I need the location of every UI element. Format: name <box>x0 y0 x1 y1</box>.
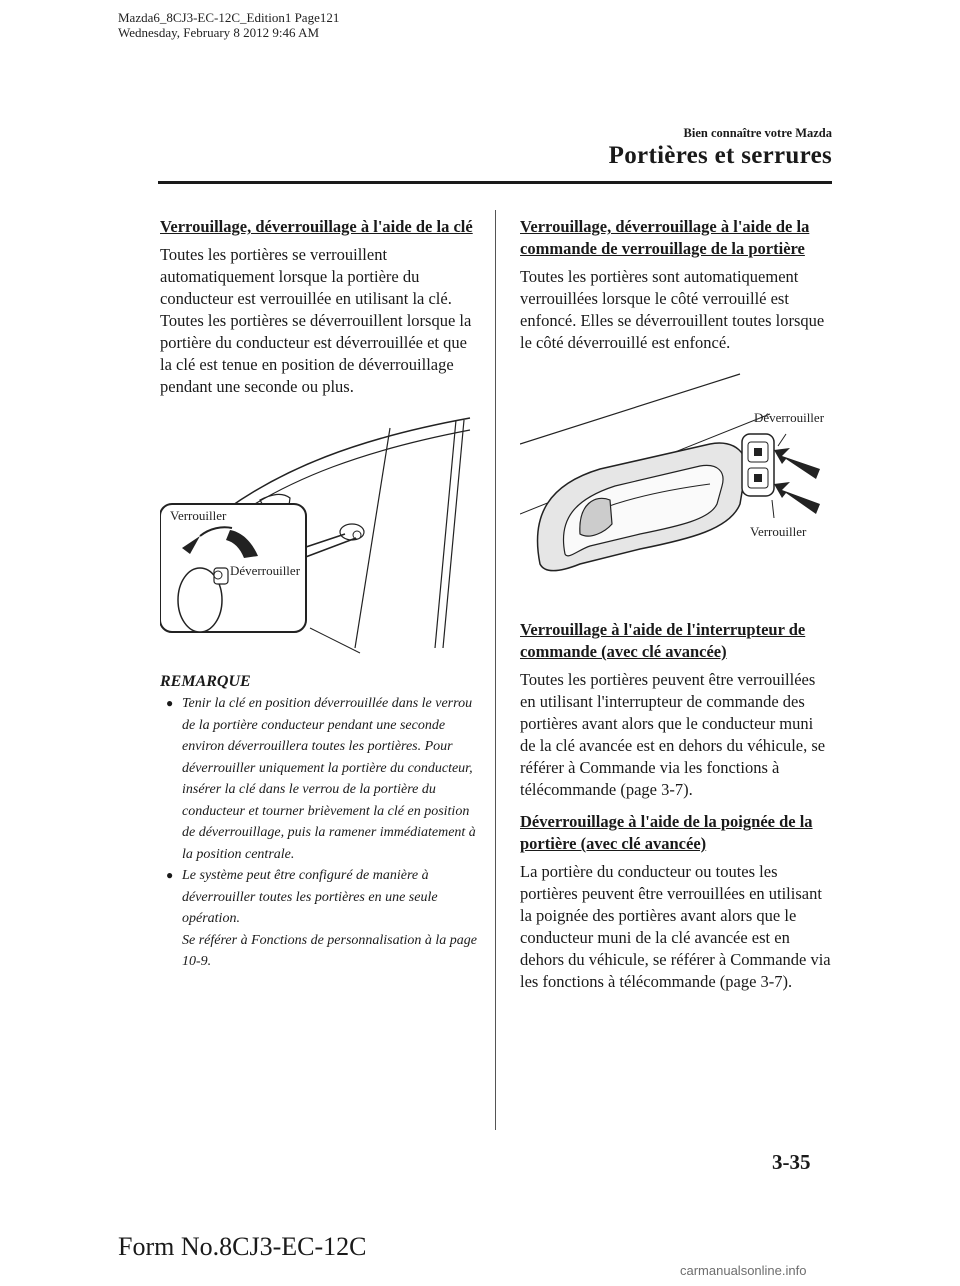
unlock-symbol-icon <box>754 448 762 456</box>
figure-lock-switch <box>520 364 832 609</box>
label-deverrouiller: Déverrouiller <box>230 563 301 578</box>
right-column <box>520 216 832 1003</box>
note-item: ● Tenir la clé en position déverrouillée dans le verrou de la portière conducteur pendant une seconde environ déverrouillera toutes les portières. Pour déverrouiller uniquement la portière du conducteur, insérer la clé dans le verrou de la portière du conducteur et tourner brièvement la clé en position de déverrouillage, puis la ramener immédiatement à la position centrale. <box>160 693 478 865</box>
paragraph-command-switch: Toutes les portières peuvent être verrouillées en utilisant l'interrupteur de commande des portières avant alors que le conducteur muni de la clé avancée est en dehors du véhicule, se référer à Commande via les fonctions à télécommande (page 3-7). <box>520 670 826 799</box>
heading-key-lock: Verrouillage, déverrouillage à l'aide de la clé <box>160 217 473 236</box>
section-label: Bien connaître votre Mazda <box>683 126 832 140</box>
bullet-icon: ● <box>166 696 174 710</box>
meta-line-1: Mazda6_8CJ3-EC-12C_Edition1 Page121 <box>118 10 340 25</box>
watermark: carmanualsonline.info <box>680 1263 807 1278</box>
paragraph-lock-switch: Toutes les portières sont automatiquement verrouillées lorsque le côté verrouillé est enfoncé. Elles se déverrouillent toutes lorsque le côté déverrouillé est enfoncé. <box>520 267 825 352</box>
section-title: Portières et serrures <box>608 142 832 169</box>
heading-lock-switch: Verrouillage, déverrouillage à l'aide de la commande de verrouillage de la portière <box>520 217 810 258</box>
lock-symbol-icon <box>754 474 762 482</box>
form-number: Form No.8CJ3-EC-12C <box>118 1232 367 1261</box>
paragraph-door-handle: La portière du conducteur ou toutes les portières peuvent être verrouillées en utilisant la poignée des portières avant alors que le conducteur muni de la clé avancée est en dehors du véhicule, se référer à Commande via les fonctions à télécommande (page 3-7). <box>520 862 831 991</box>
note-list <box>160 693 478 973</box>
figure-key-lock <box>160 408 478 663</box>
paragraph-key-lock: Toutes les portières se verrouillent automatiquement lorsque la portière du conducteur est verrouillée en utilisant la clé. <box>160 245 452 308</box>
meta-line-2: Wednesday, February 8 2012 9:46 AM <box>118 25 320 40</box>
document-meta <box>118 10 339 40</box>
heading-command-switch: Verrouillage à l'aide de l'interrupteur de commande (avec clé avancée) <box>520 620 806 661</box>
note-title: REMARQUE <box>160 673 251 690</box>
bullet-icon: ● <box>166 868 174 882</box>
paragraph-key-unlock: Toutes les portières se déverrouillent lorsque la portière du conducteur est déverrouillée et que la clé est tenue en position de déverrouillage pendant une seconde ou plus. <box>160 311 472 396</box>
label-verrouiller: Verrouiller <box>170 508 227 523</box>
column-divider <box>495 210 496 1130</box>
arrow-icon <box>774 482 820 514</box>
page-number: 3-35 <box>772 1150 811 1174</box>
arrow-icon <box>774 448 820 479</box>
key-door-illustration <box>160 408 472 658</box>
label-deverrouiller: Déverrouiller <box>754 410 825 425</box>
note-item: ● Le système peut être configuré de manière à déverrouiller toutes les portières en une seule opération. Se référer à Fonctions de personnalisation à la page 10-9. <box>160 865 478 973</box>
left-column <box>160 216 478 973</box>
door-switch-illustration <box>520 364 832 604</box>
header-rule <box>158 181 832 184</box>
heading-door-handle: Déverrouillage à l'aide de la poignée de la portière (avec clé avancée) <box>520 812 813 853</box>
label-verrouiller: Verrouiller <box>750 524 807 539</box>
